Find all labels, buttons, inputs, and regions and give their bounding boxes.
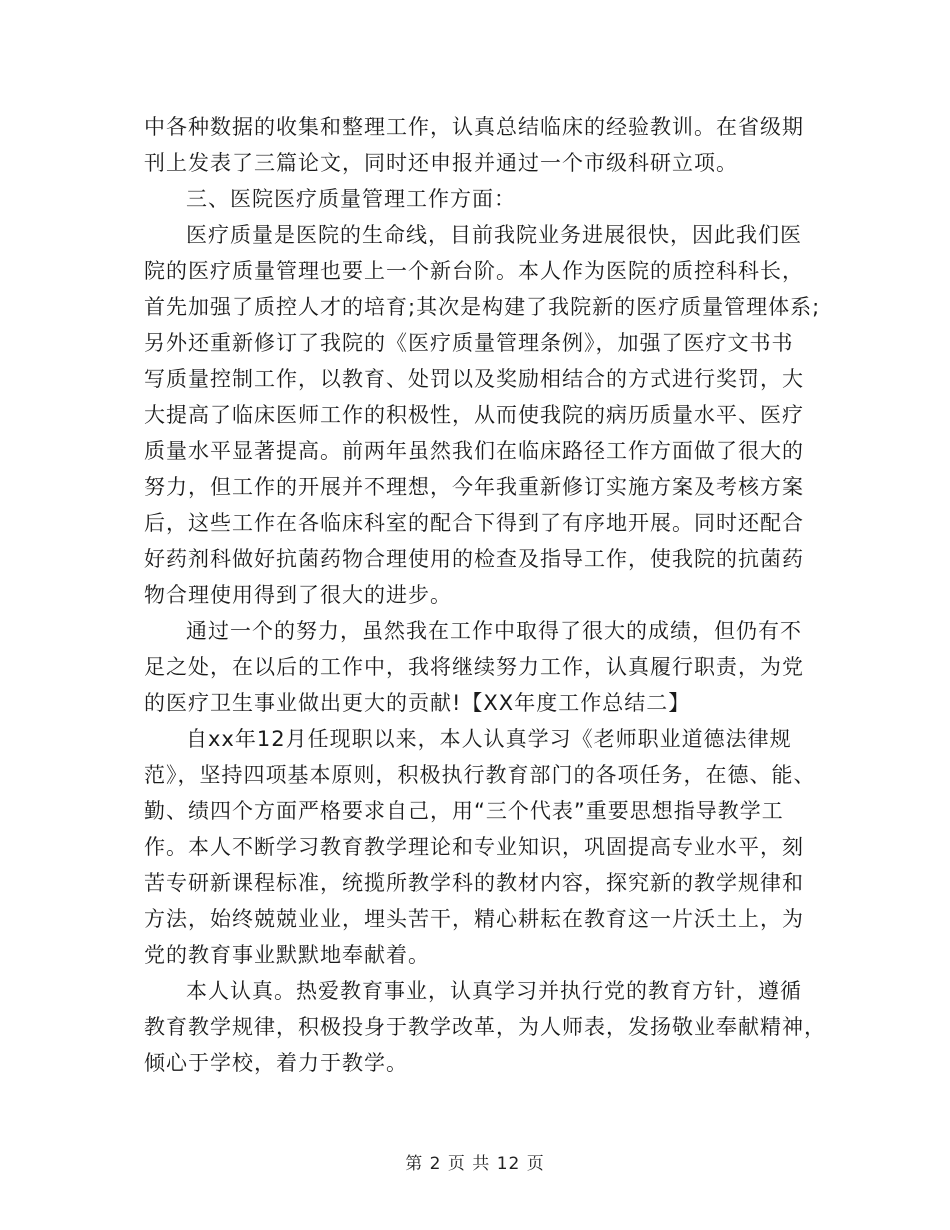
text-line: 刊上发表了三篇论文，同时还申报并通过一个市级科研立项。 bbox=[144, 151, 738, 175]
page-footer: 第 2 页 共 12 页 bbox=[405, 1154, 545, 1174]
text-line: 通过一个的努力，虽然我在工作中取得了很大的成绩，但仍有不 bbox=[186, 619, 802, 643]
text-line: 大提高了临床医师工作的积极性，从而使我院的病历质量水平、医疗 bbox=[144, 403, 804, 427]
text-line: 质量水平显著提高。前两年虽然我们在临床路径工作方面做了很大的 bbox=[144, 439, 804, 463]
text-line: 努力，但工作的开展并不理想，今年我重新修订实施方案及考核方案 bbox=[144, 475, 804, 499]
text-line: 好药剂科做好抗菌药物合理使用的检查及指导工作，使我院的抗菌药 bbox=[144, 547, 804, 571]
text-line: 中各种数据的收集和整理工作，认真总结临床的经验教训。在省级期 bbox=[144, 115, 804, 139]
text-line: 倾心于学校，着力于教学。 bbox=[144, 1051, 408, 1075]
text-line: 苦专研新课程标准，统揽所教学科的教材内容，探究新的教学规律和 bbox=[144, 871, 804, 895]
text-line: 勤、绩四个方面严格要求自己，用“三个代表”重要思想指导教学工 bbox=[144, 799, 784, 823]
text-line: 作。本人不断学习教育教学理论和专业知识，巩固提高专业水平，刻 bbox=[144, 835, 804, 859]
text-line: 另外还重新修订了我院的《医疗质量管理条例》，加强了医疗文书书 bbox=[144, 331, 794, 355]
text-line: 教育教学规律，积极投身于教学改革，为人师表，发扬敬业奉献精神， bbox=[144, 1015, 826, 1039]
text-line: 范》，坚持四项基本原则，积极执行教育部门的各项任务，在德、能、 bbox=[144, 763, 816, 787]
section-heading: 三、医院医疗质量管理工作方面： bbox=[186, 187, 516, 211]
text-line: 自xx年12月任现职以来，本人认真学习《老师职业道德法律规 bbox=[186, 727, 792, 751]
text-line: 的医疗卫生事业做出更大的贡献!【XX年度工作总结二】 bbox=[144, 691, 691, 715]
text-line: 物合理使用得到了很大的进步。 bbox=[144, 583, 452, 607]
text-line: 写质量控制工作，以教育、处罚以及奖励相结合的方式进行奖罚，大 bbox=[144, 367, 804, 391]
text-line: 党的教育事业默默地奉献着。 bbox=[144, 943, 430, 967]
text-line: 后，这些工作在各临床科室的配合下得到了有序地开展。同时还配合 bbox=[144, 511, 804, 535]
text-line: 首先加强了质控人才的培育;其次是构建了我院新的医疗质量管理体系; bbox=[144, 295, 821, 319]
text-line: 方法，始终兢兢业业，埋头苦干，精心耕耘在教育这一片沃土上，为 bbox=[144, 907, 804, 931]
text-line: 本人认真。热爱教育事业，认真学习并执行党的教育方针，遵循 bbox=[186, 979, 802, 1003]
text-line: 院的医疗质量管理也要上一个新台阶。本人作为医院的质控科科长， bbox=[144, 259, 804, 283]
text-line: 足之处，在以后的工作中，我将继续努力工作，认真履行职责，为党 bbox=[144, 655, 804, 679]
text-line: 医疗质量是医院的生命线，目前我院业务进展很快，因此我们医 bbox=[186, 223, 802, 247]
